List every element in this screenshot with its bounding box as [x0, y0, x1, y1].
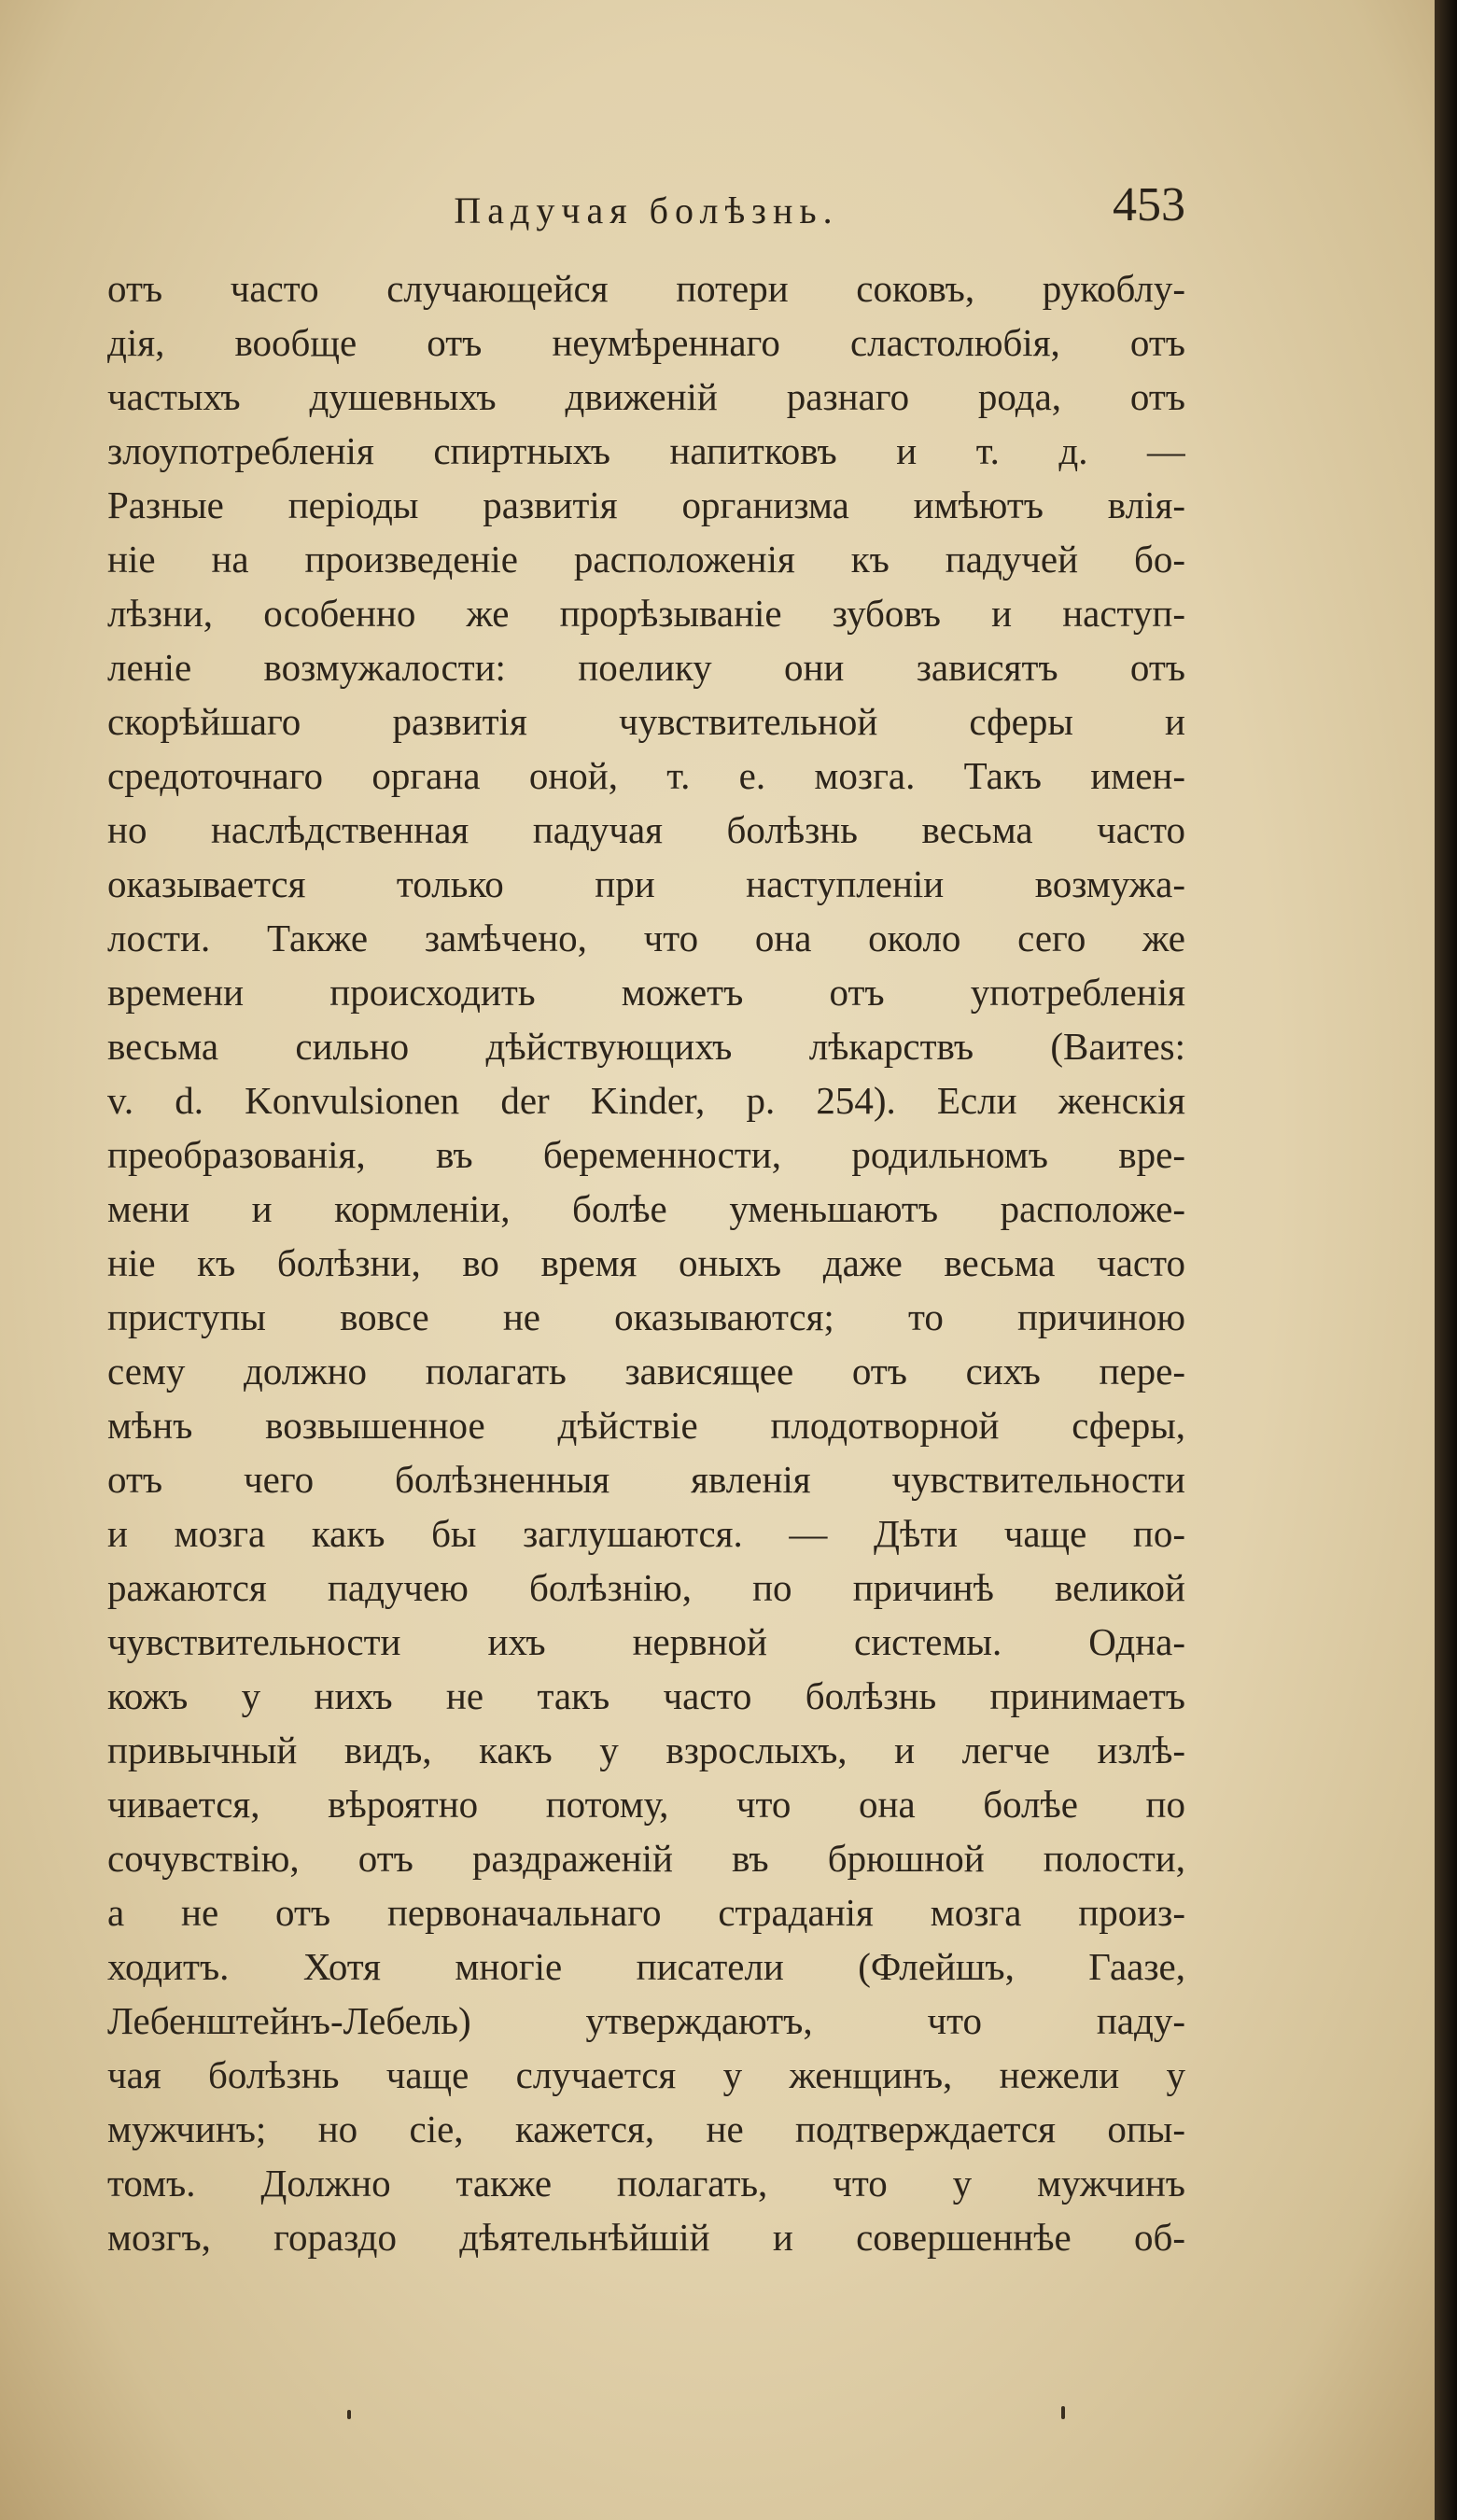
text-line: приступы вовсе не оказываются; то причиною: [107, 1295, 1185, 1338]
text-line: сему должно полагать зависящее отъ сихъ пере-: [107, 1350, 1185, 1393]
text-line: и мозга какъ бы заглушаются. — Дѣти чаще по-: [107, 1512, 1185, 1555]
page-header: [107, 177, 1185, 243]
text-line: дія, вообще отъ неумѣреннаго сластолюбія, отъ: [107, 321, 1185, 364]
text-line: частыхъ душевныхъ движеній разнаго рода, отъ: [107, 375, 1185, 418]
text-line: ражаются падучею болѣзнію, по причинѣ великой: [107, 1566, 1185, 1609]
text-line: но наслѣдственная падучая болѣзнь весьма часто: [107, 808, 1185, 851]
text-line: чувствительности ихъ нервной системы. Одна-: [107, 1620, 1185, 1663]
text-line: отъ часто случающейся потери соковъ, рукоблу-: [107, 267, 1185, 310]
page-edge-shadow: [1435, 0, 1457, 2520]
body-text: [107, 261, 1185, 2264]
text-line: отъ чего болѣзненныя явленія чувствительности: [107, 1458, 1185, 1501]
text-line: мени и кормленіи, болѣе уменьшаютъ расположе-: [107, 1187, 1185, 1230]
text-line: а не отъ первоначальнаго страданія мозга произ-: [107, 1891, 1185, 1934]
ink-speck: [1061, 2406, 1065, 2419]
text-line: Лебенштейнъ-Лебель) утверждаютъ, что паду-: [107, 1999, 1185, 2042]
text-line: оказывается только при наступленіи возмужа-: [107, 862, 1185, 905]
text-line: мѣнъ возвышенное дѣйствіе плодотворной сферы,: [107, 1404, 1185, 1447]
text-line: v. d. Konvulsionen der Kinder, p. 254). Если женскія: [107, 1079, 1185, 1122]
text-line: Разные періоды развитія организма имѣютъ влія-: [107, 483, 1185, 526]
text-line: весьма сильно дѣйствующихъ лѣкарствъ (Ваитеs:: [107, 1025, 1185, 1068]
text-line: ходитъ. Хотя многіе писатели (Флейшъ, Гаазе,: [107, 1945, 1185, 1988]
text-line: преобразованія, въ беременности, родильномъ вре-: [107, 1133, 1185, 1176]
text-line: лости. Также замѣчено, что она около сего же: [107, 917, 1185, 959]
text-line: ніе на произведеніе расположенія къ падучей бо-: [107, 538, 1185, 581]
page-number: 453: [1113, 178, 1185, 231]
running-title: Падучая болѣзнь.: [454, 189, 839, 231]
text-line: скорѣйшаго развитія чувствительной сферы и: [107, 700, 1185, 743]
text-line: привычный видъ, какъ у взрослыхъ, и легче излѣ-: [107, 1729, 1185, 1771]
ink-speck: [347, 2410, 351, 2419]
text-line: злоупотребленія спиртныхъ напитковъ и т. д. —: [107, 429, 1185, 472]
text-line: средоточнаго органа оной, т. е. мозга. Такъ имен-: [107, 754, 1185, 797]
text-line: времени происходить можетъ отъ употребленія: [107, 971, 1185, 1014]
text-line: ніе къ болѣзни, во время оныхъ даже весьма часто: [107, 1241, 1185, 1284]
text-line: чивается, вѣроятно потому, что она болѣе по: [107, 1783, 1185, 1826]
text-line: леніе возмужалости: поелику они зависятъ отъ: [107, 646, 1185, 689]
text-line: мозгъ, гораздо дѣятельнѣйшій и совершеннѣе об-: [107, 2216, 1185, 2259]
text-line: мужчинъ; но сіе, кажется, не подтверждается опы-: [107, 2107, 1185, 2150]
text-line: лѣзни, особенно же прорѣзываніе зубовъ и наступ-: [107, 592, 1185, 635]
text-line: томъ. Должно также полагать, что у мужчинъ: [107, 2162, 1185, 2205]
text-line: кожъ у нихъ не такъ часто болѣзнь принимаетъ: [107, 1674, 1185, 1717]
text-line: сочувствію, отъ раздраженій въ брюшной полости,: [107, 1837, 1185, 1880]
text-line: чая болѣзнь чаще случается у женщинъ, нежели у: [107, 2053, 1185, 2096]
